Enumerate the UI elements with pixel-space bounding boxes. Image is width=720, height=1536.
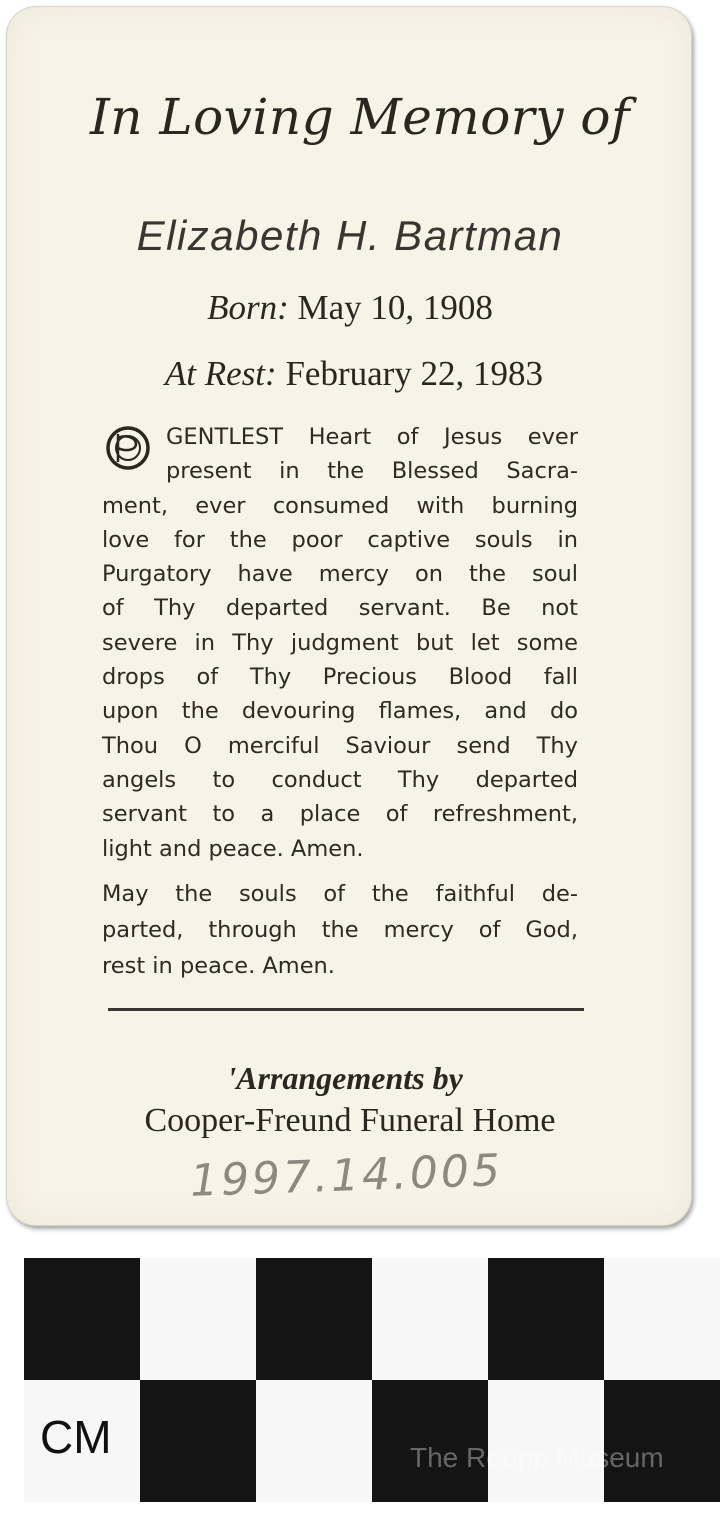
scale-cell — [24, 1258, 140, 1380]
divider-line — [108, 1008, 584, 1011]
scale-cell — [256, 1380, 372, 1502]
prayer-line: of Thy departed servant. Be not — [102, 595, 578, 622]
prayer-line: servant to a place of refreshment, — [102, 801, 578, 828]
prayer-line: present in the Blessed Sacra- — [166, 458, 578, 485]
scale-cell — [372, 1258, 488, 1380]
prayer-line: light and peace. Amen. — [102, 835, 364, 862]
prayer-line: love for the poor captive souls in — [102, 526, 578, 553]
prayer-line: GENTLEST Heart of Jesus ever — [166, 424, 578, 450]
verse-line: May the souls of the faithful de- — [102, 881, 578, 907]
scale-cell — [140, 1258, 256, 1380]
scale-cell — [256, 1258, 372, 1380]
prayer-line: Purgatory have mercy on the soul — [102, 561, 578, 588]
closing-verse — [102, 876, 578, 984]
scale-cell — [488, 1258, 604, 1380]
scale-cell — [372, 1380, 488, 1502]
prayer-text — [102, 420, 578, 866]
rest-date: February 22, 1983 — [285, 354, 544, 393]
arrangements-label: 'Arrangements by — [227, 1060, 463, 1096]
verse-line: rest in peace. Amen. — [102, 953, 335, 979]
born-date: May 10, 1908 — [297, 288, 493, 327]
scale-cell — [604, 1380, 720, 1502]
funeral-home-name: Cooper-Freund Funeral Home — [144, 1102, 556, 1139]
scale-cell — [140, 1380, 256, 1502]
deceased-name: Elizabeth H. Bartman — [136, 212, 564, 259]
scale-cell — [488, 1380, 604, 1502]
prayer-line: angels to conduct Thy departed — [102, 766, 578, 793]
prayer-line: drops of Thy Precious Blood fall — [102, 664, 578, 691]
rest-line — [4, 354, 704, 394]
prayer-line: severe in Thy judgment but let some — [102, 629, 578, 656]
rest-label: At Rest: — [164, 354, 277, 393]
prayer-line: Thou O merciful Saviour send Thy — [102, 732, 578, 759]
prayer-line: ment, ever consumed with burning — [102, 492, 578, 519]
verse-line: parted, through the mercy of God, — [102, 917, 578, 943]
born-label: Born: — [207, 288, 289, 327]
card-title: In Loving Memory of — [90, 88, 630, 146]
accession-number: 1997.14.005 — [189, 1145, 504, 1207]
born-line — [0, 288, 700, 328]
unit-label: CM — [40, 1411, 112, 1463]
scale-cell — [604, 1258, 720, 1380]
prayer-line: upon the devouring flames, and do — [102, 698, 578, 725]
museum-watermark: The Reupp Museum — [410, 1442, 664, 1473]
